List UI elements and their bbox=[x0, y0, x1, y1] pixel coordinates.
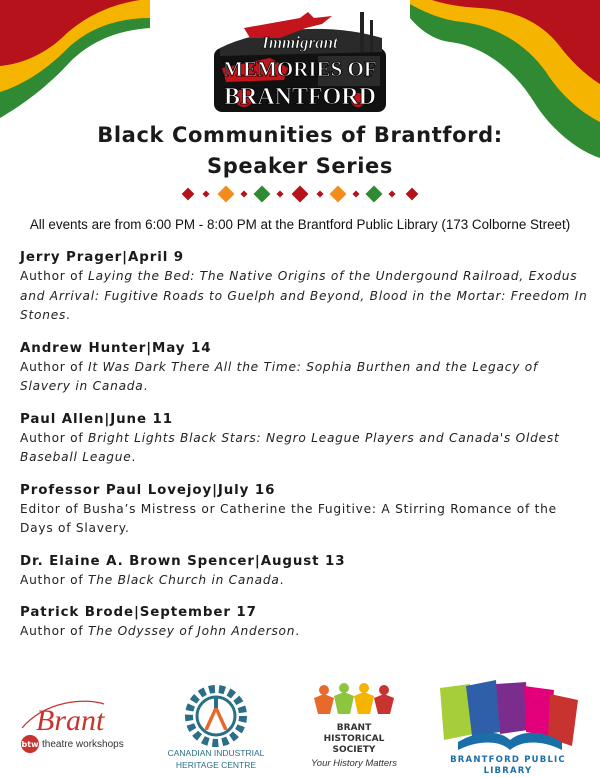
bpl-line-2: LIBRARY bbox=[483, 766, 533, 774]
event-suffix: . bbox=[66, 308, 71, 322]
event-description bbox=[20, 358, 590, 397]
immigrant-memories-logo bbox=[210, 8, 390, 120]
title-line-1: Black Communities of Brantford: bbox=[97, 123, 503, 147]
event-description bbox=[20, 267, 590, 326]
event-prefix: Author of bbox=[20, 359, 89, 374]
event-work-title: The Odyssey of John Anderson bbox=[88, 624, 296, 638]
event-item bbox=[20, 481, 590, 539]
bhs-line-3: SOCIETY bbox=[332, 745, 376, 755]
event-item bbox=[20, 248, 590, 326]
open-book-icon bbox=[440, 680, 578, 750]
bhs-line-2: HISTORICAL bbox=[323, 734, 385, 744]
event-item bbox=[20, 410, 590, 468]
event-description bbox=[20, 571, 590, 591]
event-work-title: Bright Lights Black Stars: Negro League Players and Canada's Oldest Baseball League bbox=[20, 430, 560, 464]
diamond-red-icon bbox=[182, 188, 195, 201]
people-figures-icon bbox=[314, 683, 394, 714]
event-suffix: . bbox=[143, 379, 149, 393]
event-suffix: . bbox=[295, 624, 300, 638]
btw-badge-text: btw bbox=[21, 740, 39, 749]
event-heading: Paul Allen|June 11 bbox=[20, 411, 173, 427]
diamond-red-small-icon bbox=[276, 190, 283, 197]
diamond-green-icon bbox=[254, 186, 271, 203]
event-work-title: It Was Dark There All the Time: Sophia Burthen and the Legacy of Slavery in Canada bbox=[20, 359, 539, 393]
page-title bbox=[0, 120, 600, 182]
theatre-workshops-text: theatre workshops bbox=[42, 739, 124, 750]
event-suffix: . bbox=[131, 450, 137, 464]
event-work-title: The Black Church in Canada bbox=[88, 572, 280, 587]
event-list bbox=[20, 248, 590, 655]
bpl-line-1: BRANTFORD PUBLIC bbox=[450, 755, 566, 765]
diamond-red-small-icon bbox=[388, 190, 395, 197]
corner-wave-left bbox=[0, 0, 150, 120]
diamond-red-icon bbox=[292, 186, 309, 203]
diamond-red-small-icon bbox=[316, 190, 323, 197]
brant-script-text: Brant bbox=[36, 704, 105, 737]
event-prefix: Author of bbox=[20, 430, 89, 445]
diamond-red-small-icon bbox=[240, 190, 247, 197]
event-description bbox=[20, 622, 590, 642]
event-item bbox=[20, 552, 590, 591]
brantford-public-library-logo bbox=[430, 680, 586, 774]
event-description bbox=[20, 500, 590, 539]
event-prefix: Author of bbox=[20, 624, 89, 638]
brant-historical-society-logo bbox=[296, 680, 412, 774]
logo-brantford-text: BRANTFORD bbox=[223, 84, 377, 110]
diamond-divider bbox=[178, 184, 422, 204]
event-heading: Patrick Brode|September 17 bbox=[20, 605, 257, 620]
event-heading: Andrew Hunter|May 14 bbox=[20, 340, 212, 356]
gear-icon bbox=[189, 689, 243, 743]
event-work-title: Laying the Bed: The Native Origins of the Undergound Railroad, Exodus and Arrival: Fugitive Roads to Guelph and Beyond, Blood in the Mortar: Freedom In Stones bbox=[20, 269, 588, 322]
event-heading: Dr. Elaine A. Brown Spencer|August 13 bbox=[20, 553, 346, 569]
bhs-line-1: BRANT bbox=[336, 723, 372, 733]
logo-immigrant-text: Immigrant bbox=[262, 33, 338, 52]
sponsor-logos bbox=[0, 676, 600, 777]
title-line-2: Speaker Series bbox=[207, 154, 393, 178]
event-item bbox=[20, 339, 590, 397]
diamond-green-icon bbox=[366, 186, 383, 203]
logo-memories-text: MEMORIES OF bbox=[223, 57, 377, 81]
diamond-red-small-icon bbox=[202, 190, 209, 197]
event-prefix: Editor of Busha’s Mistress or Catherine the Fugitive: A Stirring Romance of the Days of Slavery. bbox=[20, 501, 557, 535]
event-description bbox=[20, 429, 590, 468]
diamond-red-icon bbox=[406, 188, 419, 201]
event-time-location: All events are from 6:00 PM - 8:00 PM at the Brantford Public Library (173 Colborne Street) bbox=[29, 217, 571, 232]
brant-theatre-workshops-logo bbox=[16, 698, 140, 754]
event-prefix: Author of bbox=[20, 572, 89, 587]
cihc-line-1: CANADIAN INDUSTRIAL bbox=[167, 748, 265, 758]
diamond-orange-icon bbox=[218, 186, 235, 203]
cihc-line-2: HERITAGE CENTRE bbox=[175, 760, 257, 770]
event-suffix: . bbox=[279, 572, 285, 587]
diamond-orange-icon bbox=[330, 186, 347, 203]
diamond-red-small-icon bbox=[352, 190, 359, 197]
event-heading: Jerry Prager|April 9 bbox=[20, 250, 184, 265]
event-heading: Professor Paul Lovejoy|July 16 bbox=[20, 482, 276, 498]
cihc-logo bbox=[158, 680, 274, 772]
bhs-tagline: Your History Matters bbox=[310, 758, 398, 769]
event-item bbox=[20, 603, 590, 642]
event-prefix: Author of bbox=[20, 269, 89, 283]
